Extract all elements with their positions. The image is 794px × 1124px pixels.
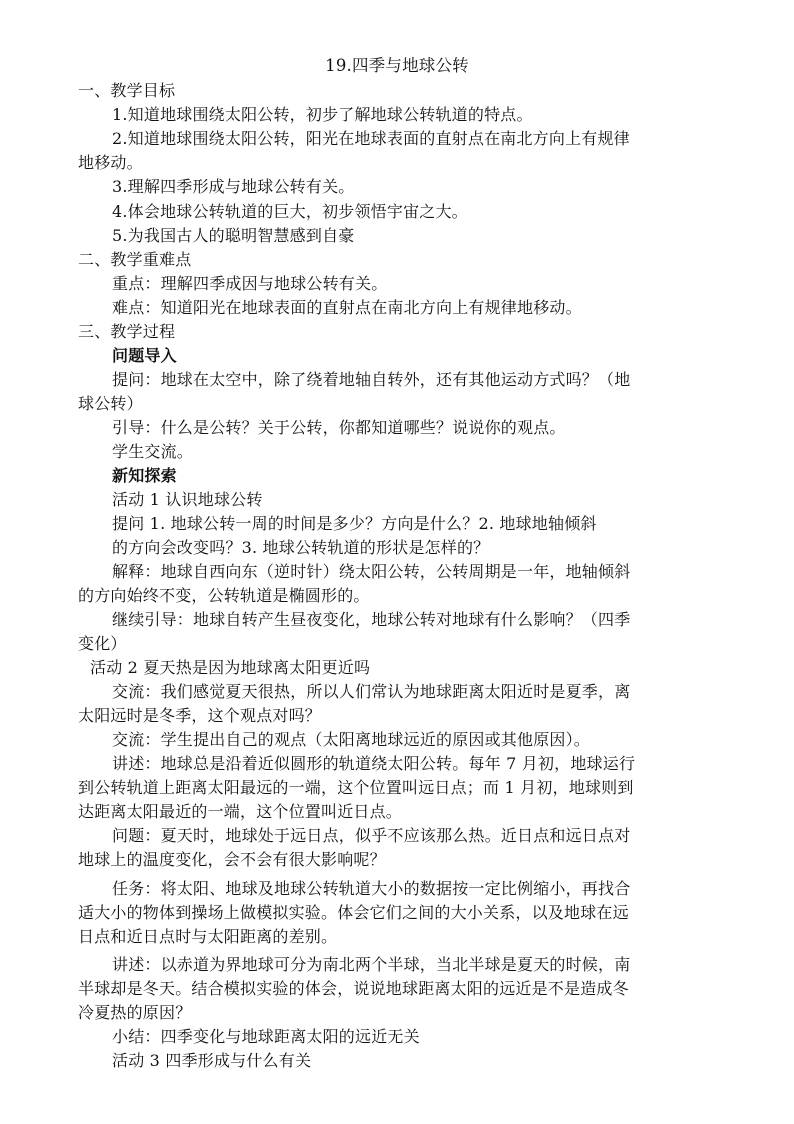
activity-2-line: 冷夏热的原因？ <box>78 1003 192 1022</box>
activity-2-line: 适大小的物体到操场上做模拟实验。体会它们之间的大小关系，以及地球在远 <box>78 903 629 922</box>
activity-2-line: 日点和近日点时与太阳距离的差别。 <box>78 927 338 946</box>
activity-2-line: 问题：夏天时，地球处于远日点，似乎不应该那么热。近日点和远日点对 <box>112 826 631 845</box>
activity-2-line: 到公转轨道上距离太阳最远的一端，这个位置叫远日点；而 1 月初，地球则到 <box>78 778 634 797</box>
activity-2-line: 达距离太阳最近的一端，这个位置叫近日点。 <box>78 802 403 821</box>
activity-1-title: 活动 1 认识地球公转 <box>112 490 263 509</box>
subheading-intro: 问题导入 <box>112 346 177 365</box>
key-point: 重点：理解四季成因与地球公转有关。 <box>112 274 388 293</box>
activity-3-title: 活动 3 四季形成与什么有关 <box>112 1051 312 1070</box>
intro-line: 提问：地球在太空中，除了绕着地轴自转外，还有其他运动方式吗？（地 <box>112 370 631 389</box>
activity-1-line: 提问 1. 地球公转一周的时间是多少？方向是什么？2. 地球地轴倾斜 <box>112 514 597 533</box>
activity-2-line: 讲述：地球总是沿着近似圆形的轨道绕太阳公转。每年 7 月初，地球运行 <box>112 754 636 773</box>
goal-item: 5.为我国古人的聪明智慧感到自豪 <box>112 226 355 245</box>
activity-2-title: 活动 2 夏天热是因为地球离太阳更近吗 <box>90 658 371 677</box>
activity-2-line: 交流：学生提出自己的观点（太阳离地球远近的原因或其他原因）。 <box>112 730 591 749</box>
activity-1-line: 继续引导：地球自转产生昼夜变化，地球公转对地球有什么影响？（四季 <box>112 610 631 629</box>
activity-1-line: 解释：地球自西向东（逆时针）绕太阳公转，公转周期是一年，地轴倾斜 <box>112 562 631 581</box>
activity-1-line: 变化） <box>78 634 127 653</box>
goal-item-continued: 地移动。 <box>78 153 143 172</box>
goal-item: 3.理解四季形成与地球公转有关。 <box>112 177 355 196</box>
subheading-explore: 新知探索 <box>112 466 177 485</box>
activity-1-line: 的方向会改变吗？3. 地球公转轨道的形状是怎样的？ <box>112 538 490 557</box>
goal-item: 4.体会地球公转轨道的巨大，初步领悟宇宙之大。 <box>112 202 468 221</box>
activity-2-summary: 小结：四季变化与地球距离太阳的远近无关 <box>112 1027 420 1046</box>
section-heading-key-points: 二、教学重难点 <box>78 250 192 269</box>
section-heading-process: 三、教学过程 <box>78 322 176 341</box>
activity-2-line: 任务：将太阳、地球及地球公转轨道大小的数据按一定比例缩小，再找合 <box>112 879 631 898</box>
intro-line: 学生交流。 <box>112 442 194 461</box>
section-heading-goals: 一、教学目标 <box>78 81 176 100</box>
activity-2-line: 太阳远时是冬季，这个观点对吗？ <box>78 706 322 725</box>
activity-2-line: 讲述：以赤道为界地球可分为南北两个半球，当北半球是夏天的时候，南 <box>112 955 631 974</box>
activity-1-line: 的方向始终不变，公转轨道是椭圆形的。 <box>78 586 370 605</box>
activity-2-line: 半球却是冬天。结合模拟实验的体会，说说地球距离太阳的远近是不是造成冬 <box>78 979 629 998</box>
intro-line: 引导：什么是公转？关于公转，你都知道哪些？说说你的观点。 <box>112 418 566 437</box>
activity-2-line: 地球上的温度变化，会不会有很大影响呢？ <box>78 850 386 869</box>
activity-2-line: 交流：我们感觉夏天很热，所以人们常认为地球距离太阳近时是夏季，离 <box>112 682 631 701</box>
intro-line: 球公转） <box>78 394 143 413</box>
page-title: 19.四季与地球公转 <box>325 56 469 75</box>
goal-item: 2.知道地球围绕太阳公转，阳光在地球表面的直射点在南北方向上有规律 <box>112 129 630 148</box>
difficult-point: 难点：知道阳光在地球表面的直射点在南北方向上有规律地移动。 <box>112 298 582 317</box>
goal-item: 1.知道地球围绕太阳公转，初步了解地球公转轨道的特点。 <box>112 105 533 124</box>
